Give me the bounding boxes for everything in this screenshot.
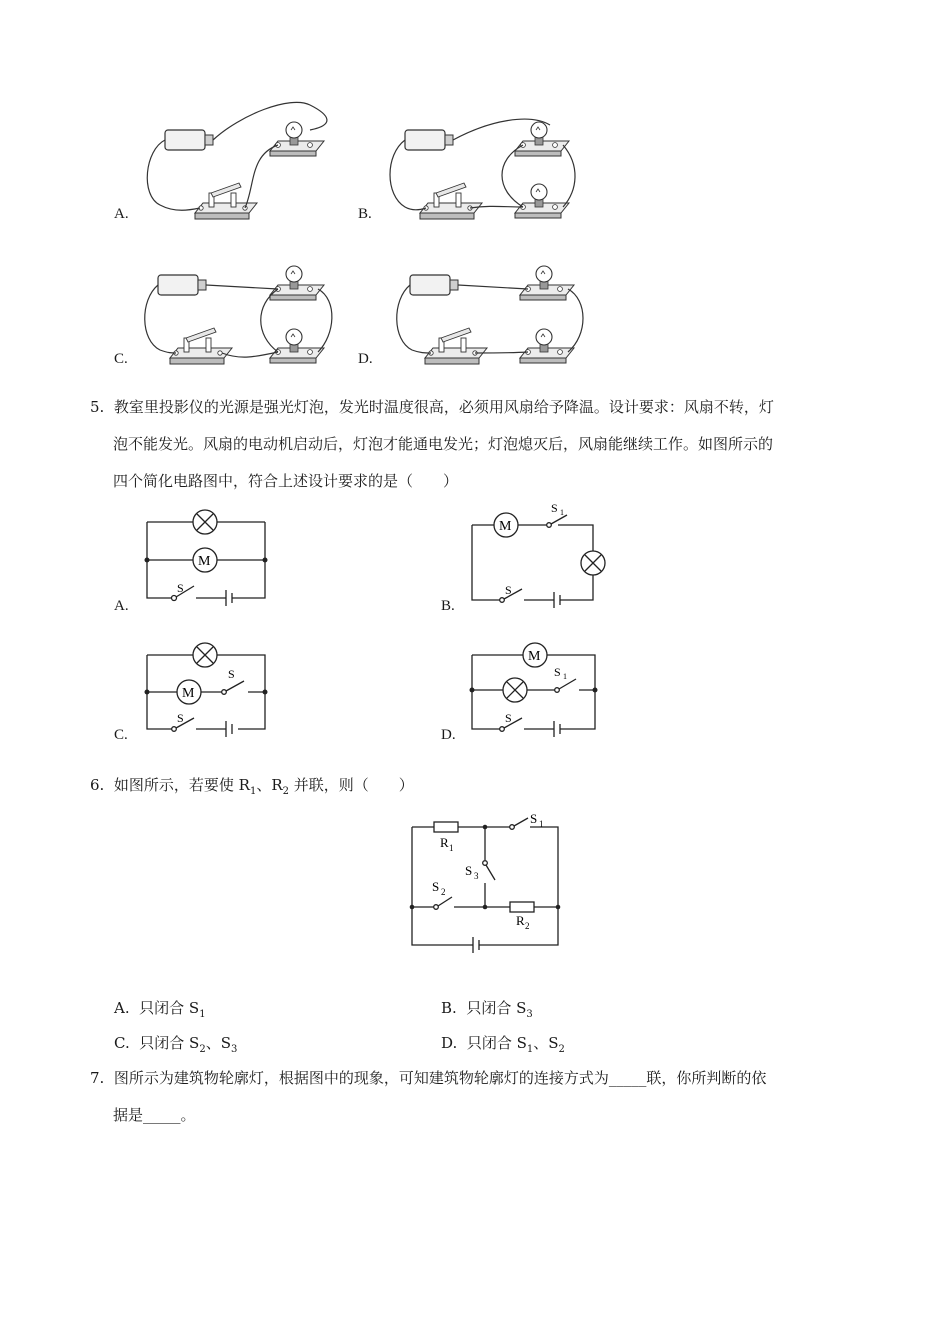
q6-label-s3-sub: 3 xyxy=(474,871,479,881)
q6-text-sub1: 1 xyxy=(249,786,257,797)
q6-answer-d-post: 、S xyxy=(533,1034,559,1052)
q6-answer-d-sub2: 2 xyxy=(558,1044,565,1055)
q5-circuit-d xyxy=(470,643,598,737)
q6-answer-a[interactable] xyxy=(114,997,206,1018)
q6-text-mid: 、R xyxy=(256,776,283,794)
q5-circuits-figure xyxy=(130,500,620,750)
q6-label-r2-sub: 2 xyxy=(525,921,530,931)
q6-answer-c-post: 、S xyxy=(205,1034,231,1052)
q6-answer-c-letter: C. xyxy=(114,1034,130,1052)
q6-label-s3: S xyxy=(465,863,473,878)
q5-line-3: 四个简化电路图中，符合上述设计要求的是（ ） xyxy=(113,472,459,490)
q6-answer-b-letter: B. xyxy=(441,999,457,1017)
q4-circuits-figure xyxy=(130,95,610,375)
q6-answer-d[interactable] xyxy=(441,1032,565,1053)
svg-text:S: S xyxy=(177,581,184,595)
q6-text-sub2: 2 xyxy=(282,786,289,797)
q6-label-s2-sub: 2 xyxy=(441,887,446,897)
q6-label-r1-sub: 1 xyxy=(449,843,454,853)
q6-text-pre: 如图所示，若要使 R xyxy=(113,776,250,794)
q5-option-d-label: D. xyxy=(441,727,456,743)
svg-text:S: S xyxy=(551,501,558,515)
q4-option-c-label: C. xyxy=(114,351,128,367)
q5-stem xyxy=(90,389,870,500)
q6-answer-b[interactable] xyxy=(441,997,533,1018)
q5-option-c-label: C. xyxy=(114,727,128,743)
q6-answer-b-sub: 3 xyxy=(526,1009,533,1020)
q4-circuit-c xyxy=(145,266,332,364)
svg-text:M: M xyxy=(198,554,211,569)
q5-circuit-c xyxy=(145,643,268,737)
svg-text:1: 1 xyxy=(560,508,564,517)
q6-label-s2: S xyxy=(432,879,440,894)
q6-answer-c-text: 只闭合 S xyxy=(139,1034,200,1052)
q4-option-b-label: B. xyxy=(358,206,372,222)
q6-answer-a-letter: A. xyxy=(114,999,130,1017)
q5-option-a-label: A. xyxy=(114,598,129,614)
q6-answer-c-sub: 2 xyxy=(199,1044,206,1055)
q6-answer-d-sub: 1 xyxy=(526,1044,534,1055)
q6-number: 6. xyxy=(90,776,105,794)
q6-answer-d-text: 只闭合 S xyxy=(466,1034,527,1052)
q6-answer-a-sub: 1 xyxy=(199,1009,206,1020)
q7-line-1: 图所示为建筑物轮廓灯，根据图中的现象，可知建筑物轮廓灯的连接方式为_____联，你所判断的依 xyxy=(113,1069,767,1087)
svg-text:S: S xyxy=(177,711,184,725)
svg-text:S: S xyxy=(554,665,561,679)
q6-label-s1: S xyxy=(530,811,538,826)
q6-answer-a-text: 只闭合 S xyxy=(139,999,200,1017)
q5-line-2: 泡不能发光。风扇的电动机启动后，灯泡才能通电发光；灯泡熄灭后，风扇能继续工作。如图所示的 xyxy=(113,435,774,453)
svg-text:1: 1 xyxy=(563,672,567,681)
q6-label-s1-sub: 1 xyxy=(539,819,544,829)
q4-option-a-label: A. xyxy=(114,206,129,222)
q5-circuit-b xyxy=(472,501,605,608)
svg-text:S: S xyxy=(505,711,512,725)
svg-text:M: M xyxy=(499,519,512,534)
q6-label-r1: R xyxy=(440,835,449,850)
q4-circuit-b xyxy=(390,119,575,219)
q6-circuit-diagram xyxy=(400,805,580,955)
q5-circuit-a xyxy=(145,510,268,606)
q6-stem xyxy=(90,767,414,806)
q5-option-b-label: B. xyxy=(441,598,455,614)
q6-text-post: 并联，则（ ） xyxy=(288,776,414,794)
q4-circuit-a xyxy=(147,102,327,219)
svg-text:M: M xyxy=(182,686,195,701)
q6-answer-c[interactable] xyxy=(114,1032,237,1053)
q4-option-d-label: D. xyxy=(358,351,373,367)
question-7 xyxy=(90,1060,880,1134)
q7-line-2: 据是_____。 xyxy=(113,1106,196,1124)
q5-line-1: 教室里投影仪的光源是强光灯泡，发光时温度很高，必须用风扇给予降温。设计要求：风扇不转，灯 xyxy=(113,398,774,416)
q4-circuit-d xyxy=(397,266,583,364)
svg-text:M: M xyxy=(528,649,541,664)
q6-answer-d-letter: D. xyxy=(441,1034,458,1052)
q6-label-r2: R xyxy=(516,913,525,928)
q6-answer-b-text: 只闭合 S xyxy=(466,999,527,1017)
svg-text:S: S xyxy=(505,583,512,597)
q7-number: 7. xyxy=(90,1069,105,1087)
svg-text:S: S xyxy=(228,667,235,681)
q5-number: 5. xyxy=(90,398,105,416)
q6-answer-c-sub2: 3 xyxy=(230,1044,238,1055)
